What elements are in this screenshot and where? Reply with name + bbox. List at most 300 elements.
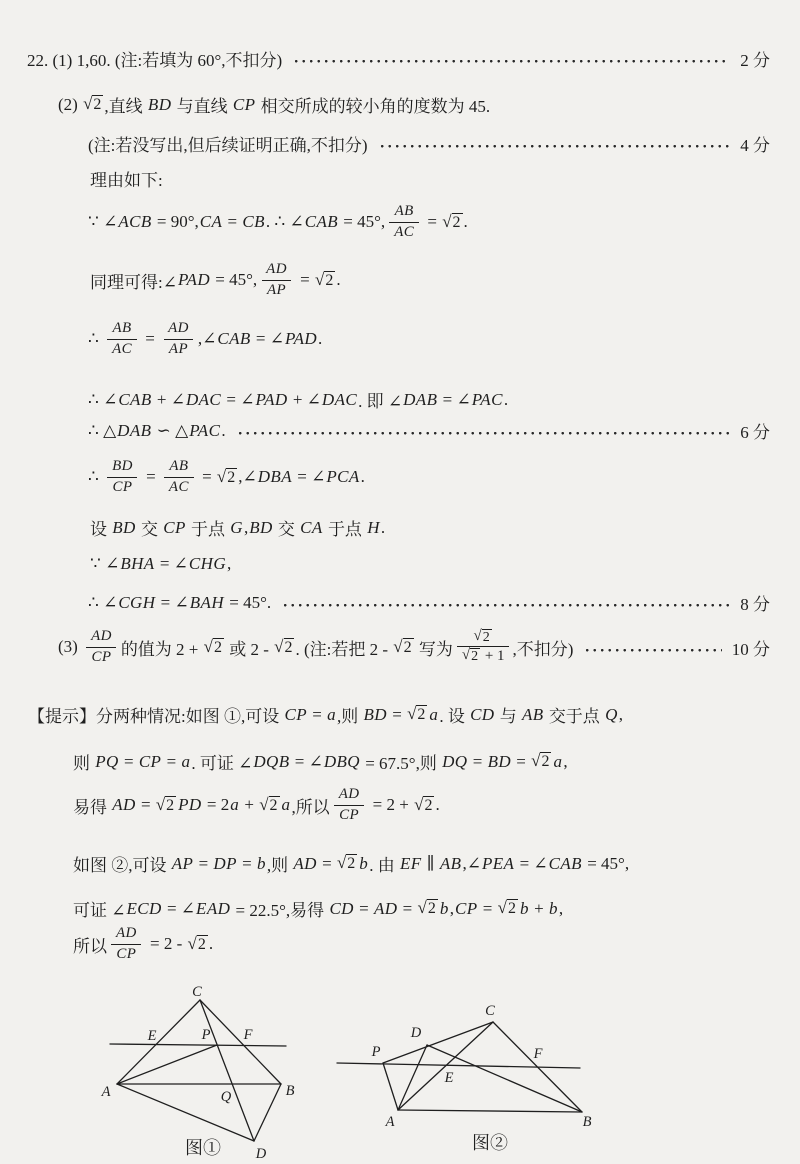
radicand: 2: [93, 96, 102, 114]
text-run: ,则: [266, 856, 293, 875]
figure-1-caption: 图①: [185, 1138, 221, 1158]
text-run: ∴ ∠: [88, 592, 118, 612]
sqrt-expression: [462, 648, 480, 665]
text-run: 的值为 2 +: [120, 639, 203, 659]
text-run: =: [478, 898, 497, 918]
text-run: 易得: [73, 797, 112, 817]
math-variable: b: [359, 853, 369, 873]
fig2-segment-AP: [383, 1063, 398, 1110]
text-run: (3): [58, 637, 83, 657]
text-run: 交: [136, 520, 163, 539]
text-run: = 67.5°,则: [360, 754, 442, 773]
text-run: 相交所成的较小角的度数为 45.: [256, 97, 491, 116]
text-run: 写为: [414, 639, 453, 659]
radical-sign: √: [531, 751, 541, 771]
math-variable: BHA: [120, 554, 155, 573]
text-run: 理由如下:: [90, 171, 163, 190]
text-run: =: [295, 270, 314, 290]
text-run: (注:若没写出,但后续证明正确,不扣分): [88, 136, 368, 155]
text-run: =: [194, 853, 213, 873]
fig2-segment-AD: [398, 1045, 427, 1110]
radical-sign: √: [473, 627, 482, 644]
radicand: 2: [482, 628, 490, 645]
fraction-denominator: [164, 339, 193, 359]
text-run: =: [197, 467, 216, 487]
radicand: 2: [427, 900, 436, 918]
fig2-point-label-P: P: [371, 1044, 381, 1060]
math-variable: a: [553, 751, 563, 771]
text-run: . 由: [369, 856, 399, 875]
sqrt-expression: [393, 638, 413, 657]
text-run: + ∠: [288, 389, 321, 409]
radicand: 2: [403, 638, 412, 656]
text-run: = 90°,: [152, 212, 199, 232]
fig1-segment-CD: [200, 1000, 254, 1141]
fraction-numerator: [86, 628, 117, 647]
radical-sign: √: [187, 933, 197, 953]
math-variable: CP: [232, 94, 256, 114]
text-run: . 设: [439, 707, 470, 726]
answer-part3-line: [58, 628, 770, 667]
fig1-segment-AD: [117, 1084, 254, 1141]
math-variable: BD: [249, 517, 273, 537]
fig2-segment-AB: [398, 1110, 582, 1112]
text-run: 可证 ∠: [73, 901, 126, 920]
text-run: .: [380, 517, 386, 537]
math-variable: AB: [112, 320, 132, 336]
math-fraction: [389, 203, 419, 242]
sqrt-expression: [498, 899, 518, 918]
math-variable: CA: [300, 517, 323, 537]
math-variable: PAD: [177, 270, 211, 290]
text-run: =: [398, 898, 417, 918]
reason-heading: [90, 166, 163, 191]
text-run: . 可证 ∠: [191, 754, 253, 773]
dotted-leader: [294, 59, 730, 64]
fig1-point-label-A: A: [101, 1084, 111, 1100]
math-variable: CA: [199, 212, 223, 232]
math-variable: AD: [338, 786, 360, 802]
text-run: =: [308, 704, 327, 724]
text-run: ∴ △: [88, 420, 117, 440]
sqrt-expression: [337, 854, 357, 873]
math-variable: CAB: [118, 389, 152, 409]
math-variable: CGH: [118, 592, 156, 612]
math-variable: DAC: [321, 389, 358, 409]
math-variable: DP: [213, 853, 237, 873]
math-variable: Q: [605, 704, 618, 724]
radical-sign: √: [336, 853, 347, 873]
fraction-numerator: [108, 320, 137, 339]
fig1-segment-CA: [117, 1000, 200, 1084]
fraction-denominator: [86, 647, 116, 667]
math-variable: AP: [171, 853, 194, 873]
text-run: = 22.5°,易得: [231, 901, 329, 920]
text-run: ,∠: [462, 853, 481, 873]
math-variable: AP: [168, 340, 188, 357]
text-run: ∴: [88, 329, 104, 349]
text-run: 交: [273, 520, 300, 539]
radicand: 2: [507, 900, 516, 918]
radicand: 2: [452, 213, 461, 231]
radical-sign: √: [393, 636, 403, 656]
text-run: + 1: [481, 648, 505, 665]
text-run: ,: [563, 751, 568, 771]
text-run: =: [141, 329, 160, 349]
text-run: =: [119, 751, 138, 771]
sqrt-expression: [531, 752, 551, 771]
fraction-numerator: [390, 203, 419, 222]
math-variable: CP: [112, 478, 133, 495]
text-run: =: [354, 898, 373, 918]
fraction-denominator: [334, 805, 364, 825]
math-variable: AD: [168, 320, 189, 336]
text-run: ∽ △: [152, 420, 189, 440]
math-variable: BAH: [189, 592, 224, 612]
score-label: 8 分: [740, 595, 770, 614]
text-run: 如图 ②,可设: [73, 856, 171, 875]
radicand: 2: [197, 935, 206, 953]
math-variable: b: [439, 898, 449, 918]
math-variable: DAC: [185, 389, 222, 409]
radical-sign: √: [155, 794, 166, 814]
text-run: 或 2 -: [224, 639, 274, 659]
math-fraction: [457, 629, 509, 667]
fig2-segment-CP-through-D: [383, 1022, 493, 1063]
fig2-point-label-D: D: [410, 1025, 422, 1041]
radical-sign: √: [274, 636, 284, 656]
math-variable: BD: [487, 751, 512, 771]
radicand: 2: [347, 855, 356, 873]
fig2-point-label-A: A: [385, 1114, 395, 1130]
text-run: ,: [618, 704, 623, 724]
fig2-line-PEF: [337, 1063, 580, 1068]
fraction-numerator: [163, 320, 194, 339]
score-label: 6 分: [740, 423, 770, 442]
proof-line-3: [88, 320, 322, 359]
math-variable: CAB: [304, 212, 339, 232]
math-variable: CP: [284, 704, 308, 724]
radicand: 2: [214, 638, 222, 656]
math-variable: CD: [329, 898, 354, 918]
math-variable: a: [327, 704, 337, 724]
text-run: = 2: [202, 795, 230, 815]
hint-line-2: [73, 749, 568, 774]
text-run: =: [141, 467, 160, 487]
text-run: 与: [495, 707, 521, 726]
text-run: =: [162, 751, 181, 771]
text-run: ∴ ∠: [88, 389, 118, 409]
math-fraction: [107, 458, 138, 497]
text-run: = ∠: [222, 389, 255, 409]
proof-line-8: [90, 554, 231, 574]
radicand: 2: [424, 796, 433, 814]
dotted-leader: [283, 603, 730, 608]
math-variable: BD: [363, 704, 387, 724]
fraction-denominator: [457, 646, 509, 666]
radical-sign: √: [259, 794, 269, 814]
sqrt-expression: [217, 468, 237, 487]
text-run: .: [208, 934, 214, 954]
math-variable: PAD: [255, 389, 288, 409]
text-run: (2): [58, 94, 83, 114]
math-variable: AB: [169, 458, 189, 474]
math-variable: a: [281, 795, 291, 815]
text-run: ∵ ∠: [88, 212, 118, 232]
math-variable: DAB: [403, 389, 438, 409]
text-run: ,: [227, 554, 232, 573]
proof-line-9: [88, 590, 770, 615]
radical-sign: √: [407, 704, 417, 724]
text-run: 于点: [186, 520, 230, 539]
text-run: = ∠: [293, 467, 326, 487]
math-variable: a: [181, 751, 191, 771]
proof-line-1: [88, 203, 468, 242]
dotted-leader: [238, 431, 731, 436]
math-variable: H: [367, 517, 380, 537]
math-variable: ECD: [126, 898, 162, 918]
math-variable: PAD: [284, 329, 318, 349]
fig2-point-label-C: C: [485, 1003, 495, 1019]
radicand: 2: [227, 468, 236, 486]
proof-line-4: [88, 387, 508, 412]
text-run: 所以: [73, 936, 107, 956]
radical-sign: √: [414, 794, 424, 814]
math-variable: CP: [339, 806, 360, 823]
fraction-denominator: [262, 280, 291, 300]
math-fraction: [107, 320, 137, 359]
text-run: .: [360, 467, 365, 487]
figure-2-caption: 图②: [472, 1133, 508, 1153]
fig1-segment-CB: [200, 1000, 281, 1084]
text-run: + ∠: [152, 389, 185, 409]
math-variable: PAC: [189, 420, 221, 440]
fraction-denominator: [111, 944, 141, 964]
text-run: 与直线: [172, 97, 232, 116]
dotted-leader: [380, 144, 731, 149]
fig2-point-label-B: B: [582, 1114, 592, 1130]
text-run: 【提示】分两种情况:如图 ①,可设: [28, 707, 284, 726]
radicand: 2: [471, 648, 479, 665]
math-variable: PD: [178, 795, 202, 815]
text-run: =: [423, 212, 442, 232]
text-run: = ∠: [438, 389, 471, 409]
text-run: . (注:若把 2 -: [295, 639, 393, 659]
fraction-denominator: [389, 222, 419, 242]
answer-part2-line: [58, 92, 490, 117]
proof-line-7: [90, 515, 385, 540]
fig1-point-label-B: B: [285, 1083, 295, 1099]
text-run: ,: [243, 517, 249, 537]
math-variable: AD: [373, 898, 398, 918]
math-fraction: [163, 320, 194, 359]
math-variable: BD: [112, 458, 133, 474]
math-variable: AD: [293, 853, 317, 873]
radical-sign: √: [461, 647, 471, 664]
fig1-point-label-D: D: [255, 1146, 267, 1162]
radical-sign: √: [83, 94, 93, 114]
text-run: ,∠: [238, 467, 257, 487]
math-variable: b: [548, 898, 558, 918]
radical-sign: √: [442, 211, 452, 231]
fraction-denominator: [107, 477, 137, 497]
math-variable: DBQ: [323, 751, 360, 771]
math-variable: CP: [91, 648, 112, 665]
math-variable: DAB: [117, 420, 152, 440]
math-variable: CP: [163, 517, 186, 537]
score-label: 2 分: [740, 51, 770, 70]
proof-line-6: [88, 458, 365, 497]
hint-line-4: [73, 851, 629, 876]
math-variable: DQB: [253, 751, 290, 771]
text-run: = ∠: [162, 898, 196, 918]
math-variable: DBA: [257, 467, 292, 487]
text-run: = 45°,: [339, 212, 386, 232]
text-run: ,: [558, 898, 564, 918]
math-variable: CP: [138, 751, 162, 771]
text-run: 设: [90, 520, 112, 539]
math-variable: PEA: [481, 853, 515, 873]
math-variable: AD: [91, 628, 112, 644]
radicand: 2: [284, 638, 293, 656]
math-variable: CB: [242, 212, 265, 232]
text-run: .: [318, 329, 323, 349]
math-variable: PCA: [326, 467, 360, 487]
hint-line-6: [73, 925, 213, 964]
text-run: .: [463, 212, 468, 232]
text-run: =: [317, 853, 336, 873]
radical-sign: √: [203, 636, 213, 656]
text-run: =: [136, 795, 155, 815]
fig1-point-label-F: F: [243, 1027, 253, 1043]
radicand: 2: [166, 796, 175, 814]
text-run: =: [223, 212, 242, 232]
text-run: =: [468, 751, 487, 771]
math-variable: AC: [112, 340, 132, 357]
math-variable: b: [256, 853, 266, 873]
score-label: 10 分: [731, 639, 770, 659]
math-variable: CP: [455, 898, 478, 918]
text-run: ∥: [422, 853, 439, 873]
math-variable: AB: [439, 853, 462, 873]
math-fraction: [86, 628, 117, 667]
answer-part1-line: [27, 46, 770, 71]
math-variable: CD: [470, 704, 495, 724]
fig2-point-label-F: F: [533, 1046, 543, 1062]
text-run: 同理可得:∠: [90, 272, 177, 292]
text-run: =: [237, 853, 256, 873]
text-run: = 45°,: [211, 270, 258, 290]
sqrt-expression: [474, 629, 492, 646]
sqrt-expression: [442, 213, 462, 232]
text-run: 则: [73, 754, 95, 773]
text-run: ∵ ∠: [90, 554, 120, 573]
math-variable: AC: [168, 478, 189, 495]
text-run: ,直线: [104, 97, 147, 116]
math-variable: EF: [399, 853, 422, 873]
text-run: ,: [449, 898, 454, 918]
hint-line-5: [73, 896, 563, 921]
sqrt-expression: [414, 796, 434, 815]
fig1-point-label-Q: Q: [220, 1089, 232, 1105]
sqrt-expression: [204, 638, 224, 657]
math-variable: CAB: [548, 853, 582, 873]
fig1-point-label-C: C: [192, 985, 202, 1000]
text-run: =: [512, 751, 531, 771]
math-variable: AB: [394, 203, 414, 219]
score-label: 4 分: [740, 136, 770, 155]
math-variable: PAC: [471, 389, 503, 409]
math-variable: BD: [112, 517, 136, 537]
fig2-point-label-E: E: [444, 1070, 454, 1086]
text-run: .: [221, 420, 226, 440]
hint-line-3: [73, 786, 440, 825]
math-variable: DQ: [442, 751, 468, 771]
fig1-segment-BD: [254, 1084, 281, 1141]
sqrt-expression: [83, 95, 103, 114]
radical-sign: √: [315, 269, 325, 289]
math-variable: G: [230, 517, 243, 537]
math-variable: b: [519, 898, 529, 918]
math-variable: AD: [266, 261, 287, 277]
fraction-numerator: [261, 261, 292, 280]
fraction-numerator: [164, 458, 193, 477]
sqrt-expression: [187, 935, 207, 954]
fraction-numerator: [334, 786, 365, 805]
text-run: = ∠: [515, 853, 548, 873]
sqrt-expression: [407, 705, 427, 724]
fraction-numerator: [111, 925, 142, 944]
text-run: ∴: [88, 467, 104, 487]
text-run: 交于点: [544, 707, 605, 726]
sqrt-expression: [156, 796, 176, 815]
radical-sign: √: [497, 898, 507, 918]
text-run: +: [529, 898, 548, 918]
text-run: = ∠: [251, 329, 284, 349]
math-variable: AD: [112, 795, 136, 815]
radicand: 2: [417, 706, 426, 724]
text-run: = 2 -: [145, 934, 187, 954]
text-run: = ∠: [290, 751, 323, 771]
math-variable: a: [429, 704, 439, 724]
fig1-segment-AP: [117, 1045, 217, 1084]
math-fraction: [164, 458, 194, 497]
radical-sign: √: [216, 466, 227, 486]
fraction-numerator: [107, 458, 138, 477]
math-variable: AC: [394, 223, 415, 240]
text-run: .: [336, 270, 341, 290]
math-variable: AB: [521, 704, 544, 724]
math-variable: EAD: [196, 898, 231, 918]
math-variable: AD: [116, 925, 137, 941]
text-run: = ∠: [155, 554, 188, 573]
radicand: 2: [325, 271, 334, 289]
proof-line-2: [90, 261, 341, 300]
text-run: = 45°,: [582, 853, 630, 873]
text-run: = ∠: [156, 592, 189, 612]
text-run: . 即 ∠: [358, 392, 403, 411]
sqrt-expression: [315, 271, 335, 290]
text-run: .: [503, 389, 509, 409]
text-run: . ∴ ∠: [265, 212, 304, 232]
text-run: +: [240, 795, 259, 815]
math-variable: a: [230, 795, 240, 815]
math-variable: ACB: [118, 212, 152, 232]
text-run: ,则: [337, 707, 363, 726]
text-run: 于点: [323, 520, 367, 539]
text-run: 22. (1) 1,60. (注:若填为 60°,不扣分): [27, 51, 283, 70]
fraction-denominator: [164, 477, 194, 497]
